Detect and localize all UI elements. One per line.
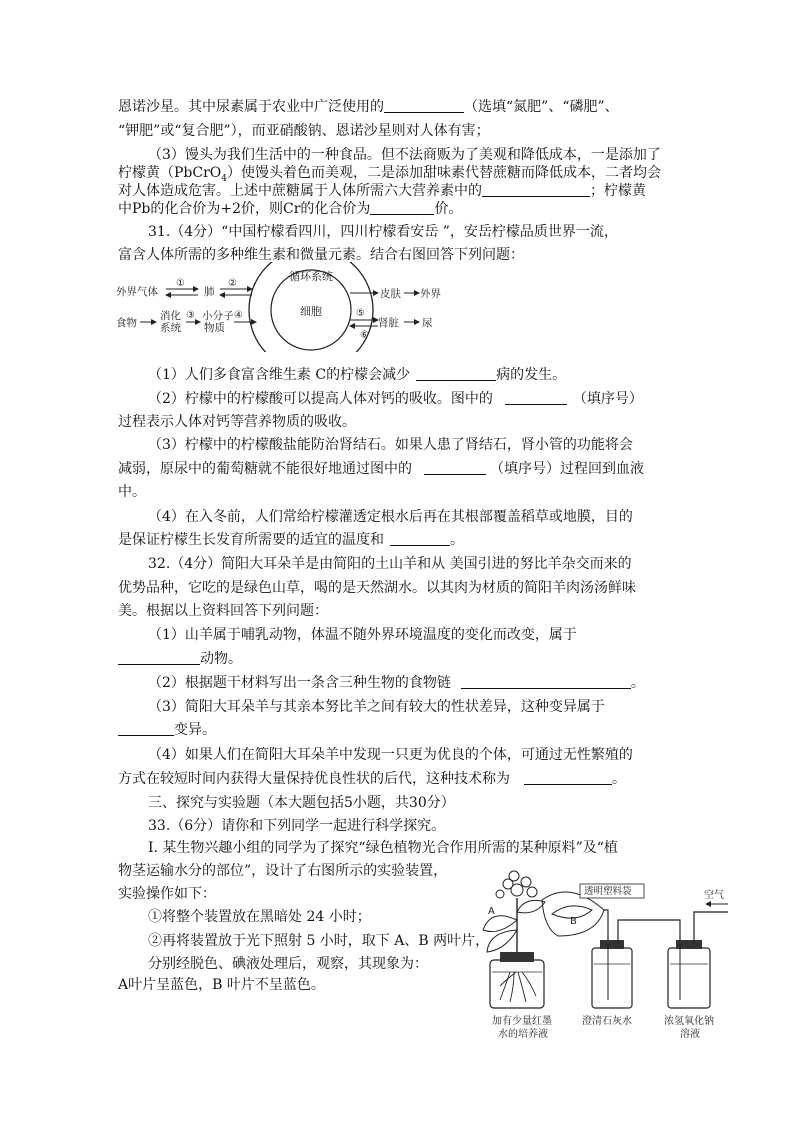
n3-label: ③ <box>186 310 195 321</box>
text-line: 。 <box>612 771 626 787</box>
text-line: （填序号）过程回到血液 <box>490 461 644 477</box>
text-line: 分别经脱色、碘液处理后，观察，其现象为： <box>148 956 428 972</box>
answer-blank[interactable] <box>118 720 174 736</box>
naoh-caption: 溶液 <box>680 1029 700 1040</box>
text-line: （1）人们多食富含维生素 C的柠檬会减少 <box>148 367 411 383</box>
text-line: （1）山羊属于哺乳动物，体温不随外界环境温度的变化而改变，属于 <box>148 627 577 643</box>
text-line: （3）馒头为我们生活中的一种食品。但不法商贩为了美观和降低成本，一是添加了 <box>148 147 661 163</box>
limewater-bottle <box>592 920 680 1008</box>
question-33: 33.（6分）请你和下列同学一起进行科学探究。 <box>148 818 446 834</box>
text-line: （2）柠檬中的柠檬酸可以提高人体对钙的吸收。图中的 <box>148 391 493 407</box>
digestive-label: 系统 <box>160 322 181 334</box>
bag-label: 透明塑料袋 <box>584 886 632 897</box>
section-heading: 三、探究与实验题（本大题包括5小题，共30分） <box>148 795 455 811</box>
text-line: 动物。 <box>200 651 242 667</box>
text-line: 过程表示人体对钙等营养物质的吸收。 <box>118 414 356 430</box>
answer-blank[interactable] <box>370 199 434 215</box>
text-line: 是保证柠檬生长发育所需要的适宜的温度和 <box>118 532 384 548</box>
outer-label: 循环系统 <box>289 270 333 283</box>
text-line: 优势品种，它吃的是绿色山草，喝的是天然湖水。以其肉为材质的简阳羊肉汤汤鲜味 <box>118 580 636 596</box>
answer-blank[interactable] <box>118 649 200 665</box>
subscript: 4 <box>221 173 227 184</box>
question-31: 31.（4分）“中国柠檬看四川，四川柠檬看安岳 ”，安岳柠檬品质世界一流， <box>148 224 618 240</box>
text-line: 中Pb的化合价为+2价，则Cr的化合价为 <box>118 201 371 217</box>
result-line: A叶片呈蓝色，B 叶片不呈蓝色。 <box>118 977 325 993</box>
text-line: 中。 <box>118 484 146 500</box>
leaf-a-label: A <box>488 906 495 917</box>
answer-blank[interactable] <box>384 97 464 113</box>
step-2: ②再将装置放于光下照射 5 小时，取下 A、B 两叶片， <box>148 933 490 949</box>
text-line: （4）如果人们在简阳大耳朵羊中发现一只更为优良的个体，可通过无性繁殖的 <box>148 747 633 763</box>
n6-label: ⑥ <box>360 330 369 341</box>
text-line: （3）简阳大耳朵羊与其亲本努比羊之间有较大的性状差异，这种变异属于 <box>148 699 605 715</box>
text-line: 富含人体所需的多种维生素和微量元素。结合右图回答下列问题： <box>118 247 524 263</box>
small-molecule-label: 小分子 <box>202 310 234 322</box>
step-1: ①将整个装置放在黑暗处 24 小时； <box>148 909 371 925</box>
answer-blank[interactable] <box>524 769 612 785</box>
naoh-bottle <box>668 888 728 1008</box>
answer-blank[interactable] <box>390 530 450 546</box>
answer-blank[interactable] <box>424 459 486 475</box>
n1-label: ① <box>176 278 185 289</box>
n4-label: ④ <box>234 310 243 321</box>
text-line: 柠檬黄（PbCrO <box>118 165 222 181</box>
text-line: 减弱，原尿中的葡萄糖就不能很好地通过图中的 <box>118 461 412 477</box>
answer-blank[interactable] <box>461 673 631 689</box>
plant-jar <box>483 871 545 1008</box>
text-line: ；柠檬黄 <box>590 183 646 199</box>
urine-label: 尿 <box>422 317 433 329</box>
text-line: 病的发生。 <box>496 367 567 383</box>
air-label: 外界气体 <box>116 286 158 298</box>
text-line: ）使馒头着色而美观，二是添加甜味素代替蔗糖而降低成本，二者均会 <box>227 165 661 181</box>
text-line: （4）在入冬前，人们常给柠檬灌透定根水后再在其根部覆盖稻草或地膜，目的 <box>148 509 633 525</box>
text-line: 变异。 <box>174 722 216 738</box>
text-line: 恩诺沙星。其中尿素属于农业中广泛使用的 <box>118 99 384 115</box>
text-line: 物茎运输水分的部位”，设计了右图所示的实验装置， <box>118 863 448 879</box>
lung-label: 肺 <box>204 286 215 298</box>
answer-blank[interactable] <box>416 365 496 381</box>
text-line: （填序号） <box>572 391 643 407</box>
limewater-caption: 澄清石灰水 <box>582 1016 632 1027</box>
text-line: 对人体造成危害。上述中蔗糖属于人体所需六大营养素中的 <box>118 183 482 199</box>
kidney-label: 肾脏 <box>378 317 399 329</box>
text-line: 。 <box>450 532 464 548</box>
small-molecule-label: 物质 <box>204 322 225 334</box>
text-line: Ⅰ. 某生物兴趣小组的同学为了探究“绿色植物光合作用所需的某种原料”及“植 <box>148 840 618 856</box>
text-line: “钾肥”或“复合肥”），而亚硝酸钠、恩诺沙星则对人体有害； <box>118 123 490 139</box>
outside-label: 外界 <box>420 288 441 300</box>
air-label: 空气 <box>704 890 724 901</box>
text-line: 实验操作如下： <box>118 886 216 902</box>
jar-caption: 水的培养液 <box>498 1029 548 1040</box>
text-line: 价。 <box>434 201 463 217</box>
food-label: 食物 <box>116 317 137 329</box>
inner-label: 细胞 <box>300 305 322 318</box>
text-line: 。 <box>630 675 645 691</box>
text-line: 方式在较短时间内获得大量保持优良性状的后代，这种技术称为 <box>118 771 510 787</box>
n5-label: ⑤ <box>356 308 365 319</box>
text-line: 美。根据以上资料回答下列问题： <box>118 603 328 619</box>
text-line: （3）柠檬中的柠檬酸盐能防治肾结石。如果人患了肾结石，肾小管的功能将会 <box>148 437 633 453</box>
skin-label: 皮肤 <box>380 288 401 300</box>
digestive-label: 消化 <box>160 310 181 322</box>
jar-caption: 加有少量红墨 <box>492 1016 552 1027</box>
circulation-diagram <box>116 262 476 352</box>
experiment-apparatus <box>470 860 732 1040</box>
naoh-caption: 浓氢氧化钠 <box>664 1016 714 1027</box>
question-32: 32.（4分）简阳大耳朵羊是由简阳的土山羊和从 美国引进的努比羊杂交而来的 <box>148 556 632 572</box>
text-line: （选填“氮肥”、“磷肥”、 <box>464 99 619 115</box>
text-line: （2）根据题干材料写出一条含三种生物的食物链 <box>148 675 451 691</box>
answer-blank[interactable] <box>505 389 567 405</box>
answer-blank[interactable] <box>482 181 590 197</box>
n2-label: ② <box>228 278 237 289</box>
plastic-bag <box>542 884 644 944</box>
leaf-b-label: B <box>570 916 577 927</box>
